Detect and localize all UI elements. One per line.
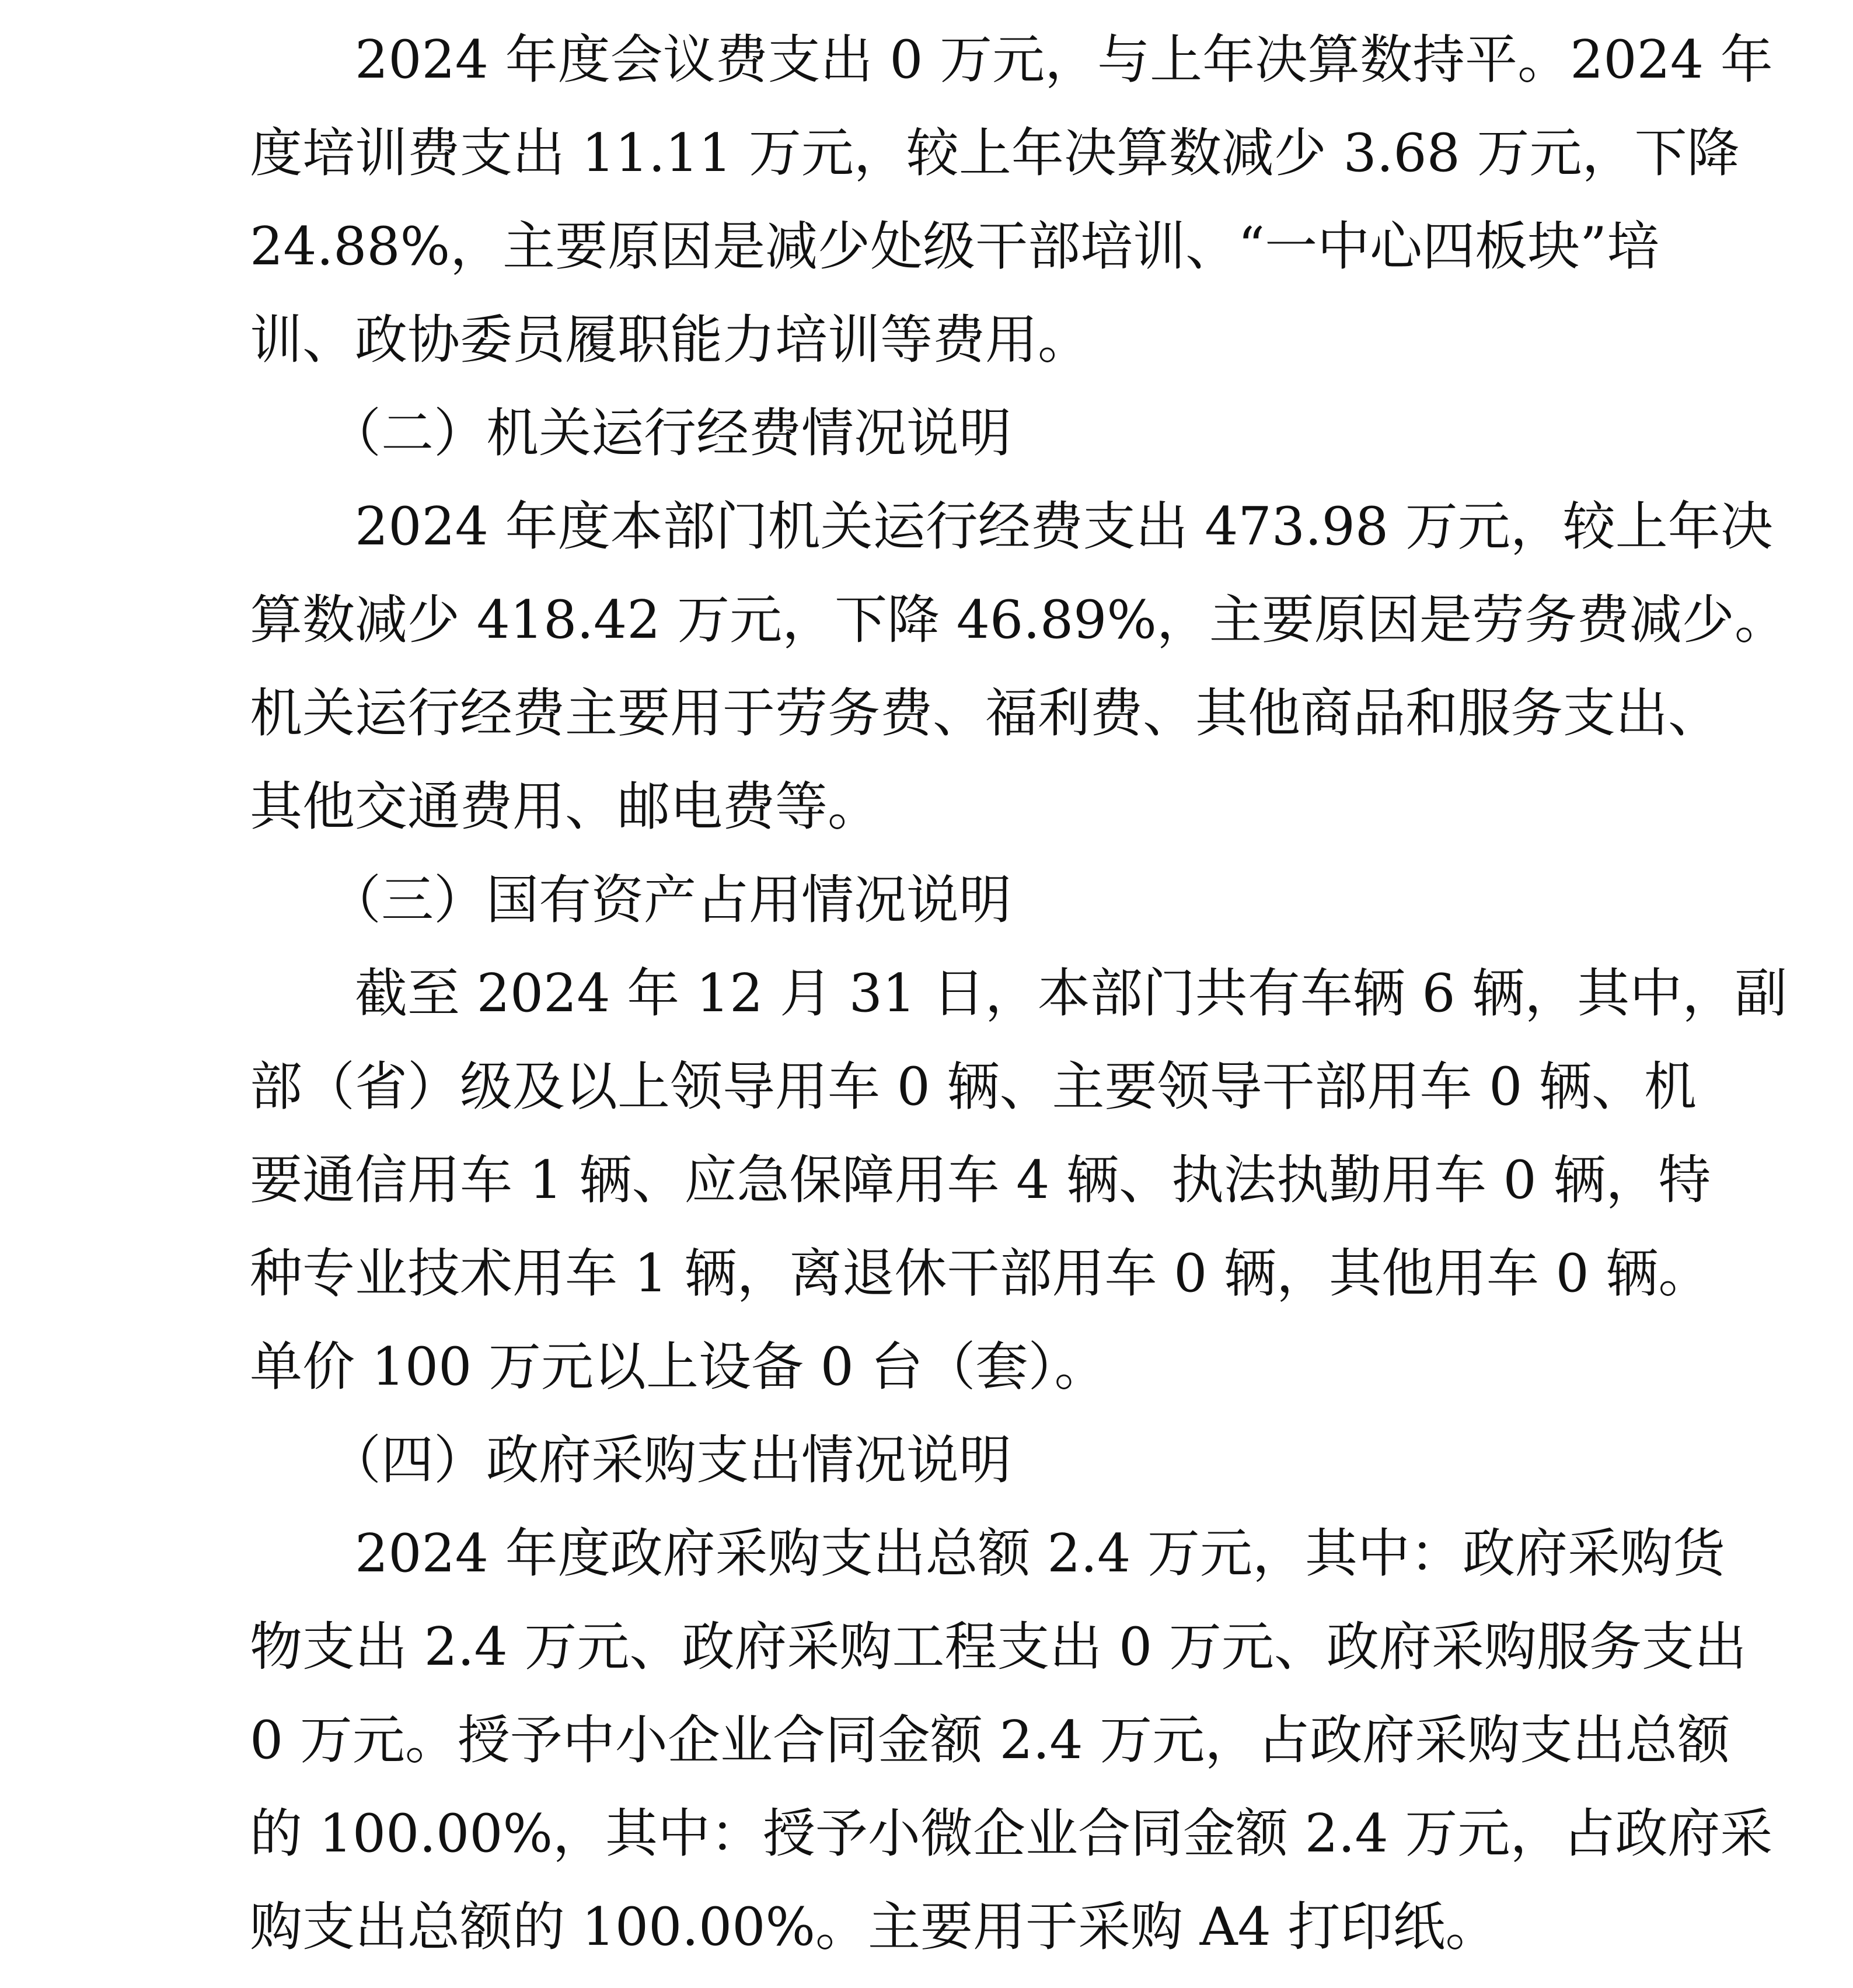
- paragraph-1-line-1: 2024 年度会议费支出 0 万元，与上年决算数持平。2024 年: [250, 29, 1773, 90]
- paragraph-1-line-2: 度培训费支出 11.11 万元，较上年决算数减少 3.68 万元，下降: [250, 123, 1740, 184]
- paragraph-4-line-4: 的 100.00%，其中：授予小微企业合同金额 2.4 万元，占政府采: [250, 1803, 1773, 1864]
- paragraph-3-line-2: 部（省）级及以上领导用车 0 辆、主要领导干部用车 0 辆、机: [250, 1056, 1697, 1117]
- paragraph-3-line-3: 要通信用车 1 辆、应急保障用车 4 辆、执法执勤用车 0 辆，特: [250, 1150, 1711, 1211]
- section-heading-2: （二）机关运行经费情况说明: [250, 403, 1011, 464]
- paragraph-2-line-3: 机关运行经费主要用于劳务费、福利费、其他商品和服务支出、: [250, 683, 1721, 744]
- paragraph-2-line-2: 算数减少 418.42 万元，下降 46.89%，主要原因是劳务费减少。: [250, 589, 1787, 651]
- paragraph-4-line-3: 0 万元。授予中小企业合同金额 2.4 万元，占政府采购支出总额: [250, 1710, 1730, 1771]
- paragraph-2-line-4: 其他交通费用、邮电费等。: [250, 776, 880, 837]
- paragraph-3-line-1: 截至 2024 年 12 月 31 日，本部门共有车辆 6 辆，其中，副: [250, 963, 1788, 1024]
- paragraph-4-line-5: 购支出总额的 100.00%。主要用于采购 A4 打印纸。: [250, 1896, 1498, 1958]
- paragraph-2-line-1: 2024 年度本部门机关运行经费支出 473.98 万元，较上年决: [250, 496, 1773, 557]
- section-heading-4: （四）政府采购支出情况说明: [250, 1430, 1011, 1491]
- paragraph-3-line-5: 单价 100 万元以上设备 0 台（套）。: [250, 1336, 1107, 1397]
- paragraph-1-line-4: 训、政协委员履职能力培训等费用。: [250, 309, 1090, 371]
- paragraph-4-line-1: 2024 年度政府采购支出总额 2.4 万元，其中：政府采购货: [250, 1523, 1725, 1584]
- paragraph-4-line-2: 物支出 2.4 万元、政府采购工程支出 0 万元、政府采购服务支出: [250, 1616, 1747, 1678]
- paragraph-3-line-4: 种专业技术用车 1 辆，离退休干部用车 0 辆，其他用车 0 辆。: [250, 1243, 1711, 1304]
- paragraph-1-line-3: 24.88%，主要原因是减少处级干部培训、“一中心四板块”培: [250, 216, 1660, 277]
- section-heading-3: （三）国有资产占用情况说明: [250, 869, 1011, 931]
